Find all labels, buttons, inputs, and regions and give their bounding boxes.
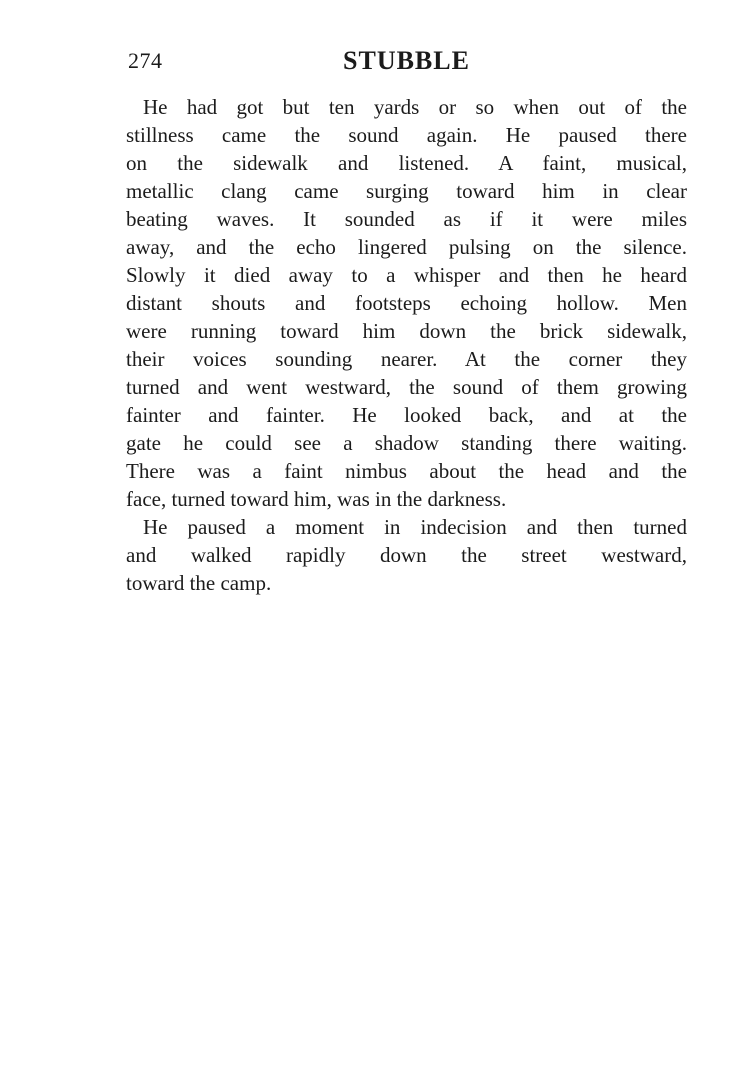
text-line: distant shouts and footsteps echoing hollow. Men [126, 291, 687, 315]
book-page [126, 48, 687, 597]
paragraph [126, 93, 687, 513]
text-line: face, turned toward him, was in the darkness. [126, 487, 507, 511]
text-line: He paused a moment in indecision and then turned [143, 515, 687, 539]
text-line: metallic clang came surging toward him in clear [126, 179, 687, 203]
text-line: Slowly it died away to a whisper and then he heard [126, 263, 687, 287]
text-line: toward the camp. [126, 571, 272, 595]
text-line: He had got but ten yards or so when out of the [143, 95, 687, 119]
text-line: stillness came the sound again. He paused there [126, 123, 687, 147]
text-line: their voices sounding nearer. At the corner they [126, 347, 687, 371]
text-line: on the sidewalk and listened. A faint, musical, [126, 151, 687, 175]
text-line: gate he could see a shadow standing there waiting. [126, 431, 687, 455]
text-line: beating waves. It sounded as if it were miles [126, 207, 687, 231]
page-number: 274 [128, 48, 163, 73]
page-body-text [126, 93, 687, 597]
text-line: and walked rapidly down the street westward, [126, 543, 687, 567]
text-line: were running toward him down the brick sidewalk, [126, 319, 687, 343]
page-title: STUBBLE [343, 46, 470, 75]
text-line: turned and went westward, the sound of them growing [126, 375, 687, 399]
text-line: away, and the echo lingered pulsing on the silence. [126, 235, 687, 259]
text-line: fainter and fainter. He looked back, and at the [126, 403, 687, 427]
page-header [126, 48, 687, 74]
text-line: There was a faint nimbus about the head and the [126, 459, 687, 483]
paragraph [126, 513, 687, 597]
